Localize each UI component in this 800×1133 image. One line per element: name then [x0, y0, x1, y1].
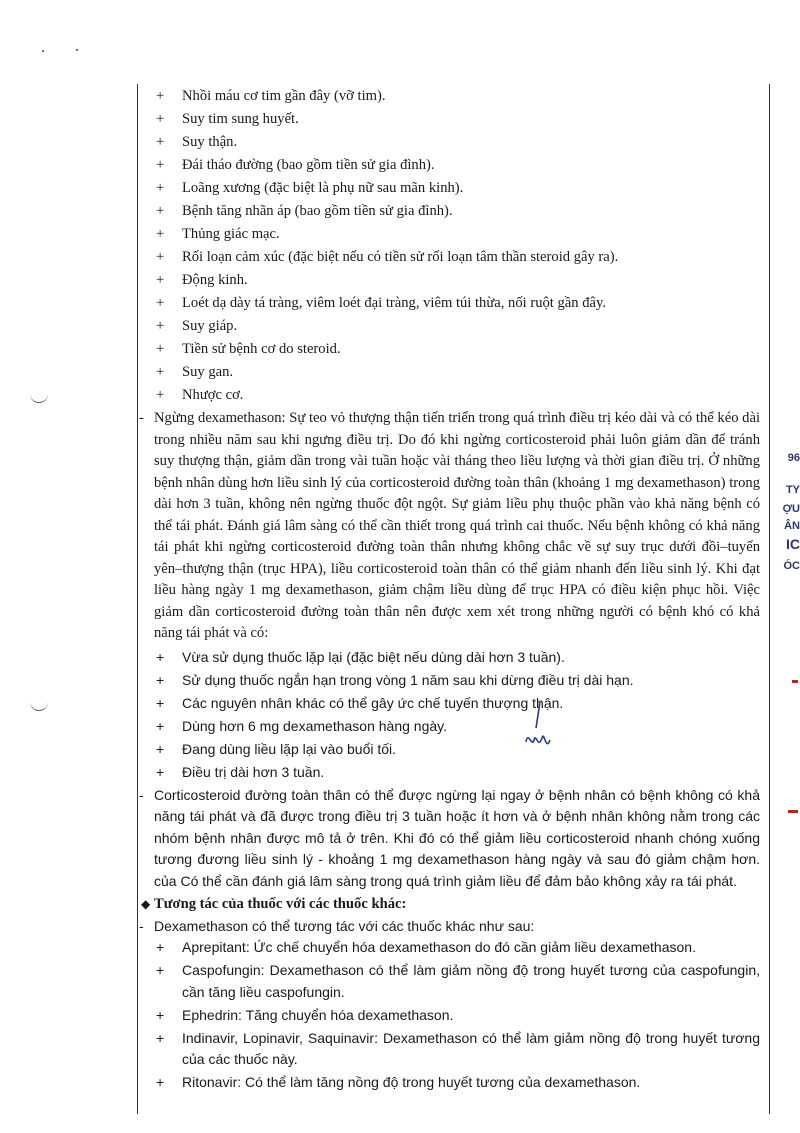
list-item: + Caspofungin: Dexamethason có thể làm giảm nồng độ trong huyết tương của caspofungin, cần tăng liều caspofungin.: [156, 962, 760, 1000]
interaction-heading: ◆ Tương tác của thuốc với các thuốc khác:: [141, 896, 407, 912]
list-item: + Tiền sử bệnh cơ do steroid.: [156, 341, 341, 357]
stamp-fragment: 96: [787, 452, 800, 464]
list-item: + Nhồi máu cơ tim gần đây (vỡ tim).: [156, 88, 386, 104]
document-body: [139, 86, 760, 1095]
list-item: + Loãng xương (đặc biệt là phụ nữ sau mãn kinh).: [156, 180, 464, 196]
punch-hole-mark: [30, 392, 48, 403]
list-item: + Động kinh.: [156, 272, 248, 288]
list-item: + Rối loạn cảm xúc (đặc biệt nếu có tiền sử rối loạn tâm thần steroid gây ra).: [156, 249, 619, 265]
list-item: + Điều trị dài hơn 3 tuần.: [156, 763, 325, 780]
punch-hole-mark: [30, 700, 48, 711]
list-item: + Indinavir, Lopinavir, Saquinavir: Dexamethason có thể làm giảm nồng độ trong huyết tương của các thuốc này.: [156, 1029, 760, 1067]
list-item: + Sử dụng thuốc ngắn hạn trong vòng 1 năm sau khi dừng điều trị dài hạn.: [156, 671, 634, 688]
list-item: + Suy thận.: [156, 134, 238, 150]
list-item: + Thủng giác mạc.: [156, 226, 280, 242]
risk-factor-list: [144, 86, 760, 407]
list-item: + Suy tim sung huyết.: [156, 111, 299, 127]
list-item: + Suy giáp.: [156, 318, 238, 334]
list-item: + Đang dùng liều lặp lại vào buổi tối.: [156, 740, 397, 757]
stamp-fragment: ÓC: [783, 560, 800, 572]
list-item: + Bệnh tăng nhãn áp (bao gồm tiền sử gia đình).: [156, 203, 453, 219]
abrupt-stop-paragraph: - Corticosteroid đường toàn thân có thể được ngừng lại ngay ở bệnh nhân có bệnh không có khả năng tái phát và đã được trong điều trị 3 tuần hoặc ít hơn và ở bệnh nhân không nằm trong các nhóm bệnh nhân được mô tả ở trên. Khi đó có thể giảm liều corticosteroid nhanh chóng xuống tương đương liều sinh lý - khoảng 1 mg dexamethason hàng ngày và sau đó giảm chậm hơn. của Có thể cần đánh giá lâm sàng trong quá trình giảm liều để đảm bảo không xảy ra tái phát.: [139, 786, 760, 889]
withdrawal-paragraph: - Ngừng dexamethason: Sự teo vỏ thượng thận tiến triển trong quá trình điều trị kéo dài và có thể kéo dài trong nhiều năm sau khi ngưng điều trị. Do đó khi ngừng corticosteroid phải luôn giảm dần để tránh suy thượng thận, giảm dần trong vài tuần hoặc vài tháng theo liều lượng và thời gian điều trị. Ở những bệnh nhân dùng hơn liều sinh lý của corticosteroid đường toàn thân (khoảng 1 mg dexamethason) trong dài hơn 3 tuần, không nên ngừng thuốc đột ngột. Sự giảm liều phụ thuộc phần vào khả năng bệnh có thể tái phát. Đánh giá lâm sàng có thể cần thiết trong quá trình cai thuốc. Nếu bệnh không có khả năng tái phát khi ngừng corticosteroid đường toàn thân nhưng không chắc về sự suy trục dưới đồi–tuyến yên–thượng thận (trục HPA), liều corticosteroid toàn thân có thể giảm nhanh đến liều sinh lý. Khi đạt liều hàng ngày 1 mg dexamethason, giảm chậm liều dùng để trục HPA có điều kiện phục hồi. Việc giảm dần corticosteroid đường toàn thân nên được xem xét trong những người có bệnh khó có khả năng tái phát và có:: [139, 410, 760, 641]
list-item: + Suy gan.: [156, 364, 234, 380]
list-item: + Ritonavir: Có thể làm tăng nồng độ trong huyết tương của dexamethason.: [156, 1074, 641, 1090]
list-item: + Ephedrin: Tăng chuyển hóa dexamethason.: [156, 1006, 454, 1023]
stamp-fragment: IC: [786, 536, 800, 552]
interaction-intro: - Dexamethason có thể tương tác với các thuốc khác như sau:: [139, 917, 535, 934]
stamp-fragment: TY: [785, 484, 800, 496]
scan-speck: [76, 49, 78, 51]
scan-speck: [42, 50, 44, 52]
red-edge-mark: [792, 680, 798, 683]
list-item: + Vừa sử dụng thuốc lặp lại (đặc biệt nếu dùng dài hơn 3 tuần).: [156, 648, 565, 665]
list-item: + Dùng hơn 6 mg dexamethason hàng ngày.: [156, 717, 447, 734]
stamp-fragment: ÂN: [784, 520, 800, 532]
list-item: + Loét dạ dày tá tràng, viêm loét đại tràng, viêm túi thừa, nối ruột gần đây.: [156, 295, 606, 311]
stamp-fragment: ỢU: [782, 503, 800, 515]
taper-condition-list: [144, 647, 760, 784]
list-item: + Đái tháo đường (bao gồm tiền sử gia đình).: [156, 157, 435, 173]
list-item: + Các nguyên nhân khác có thể gây ức chế tuyến thượng thận.: [156, 694, 564, 711]
red-edge-mark: [788, 810, 798, 813]
list-item: + Nhược cơ.: [156, 387, 244, 403]
interaction-list: [144, 937, 760, 1094]
list-item: + Aprepitant: Ức chế chuyển hóa dexamethason do đó cần giảm liều dexamethason.: [156, 939, 696, 955]
